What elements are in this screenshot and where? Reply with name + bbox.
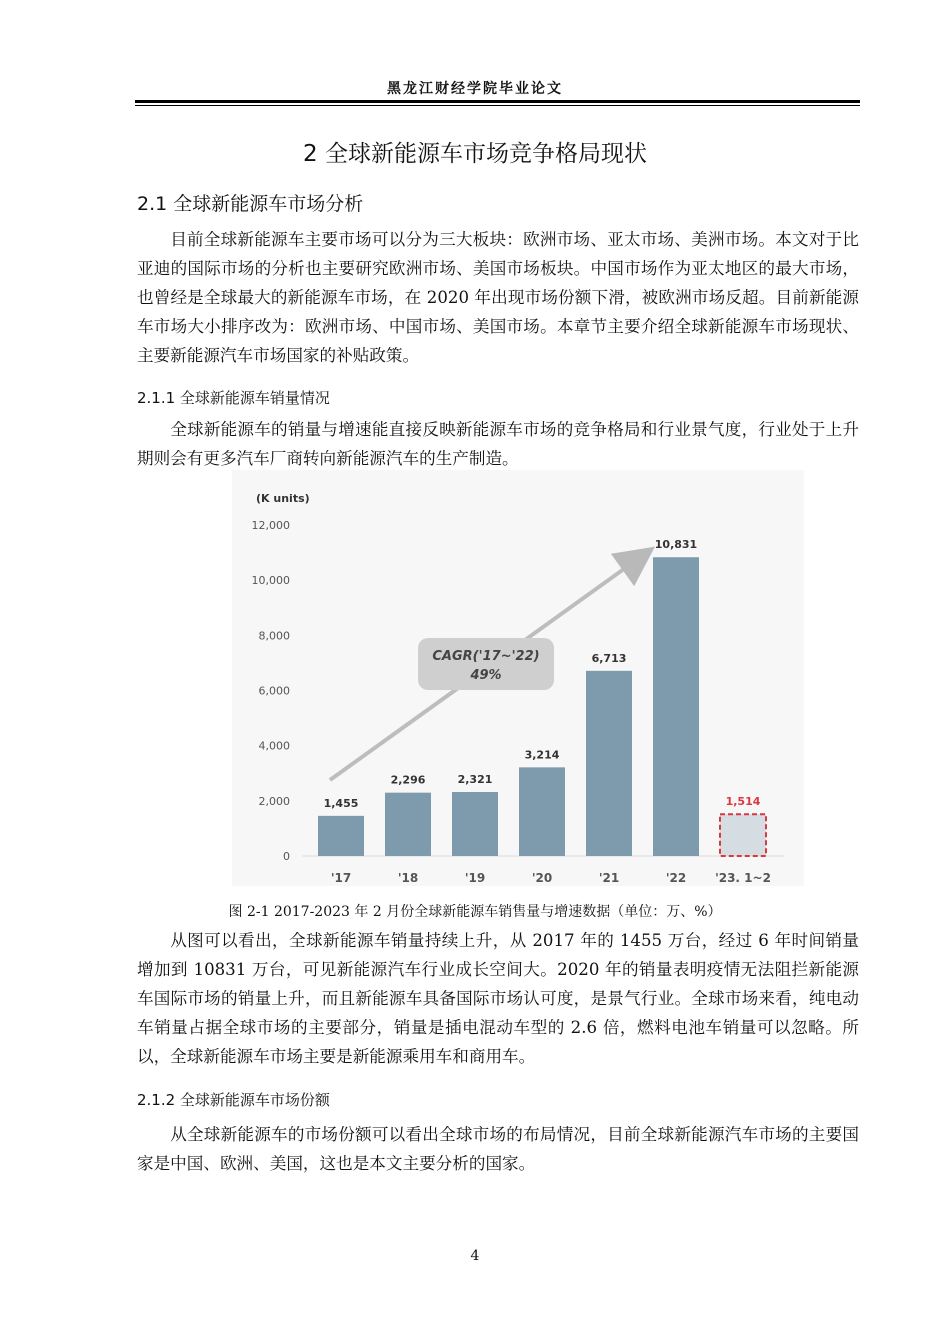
bar-value-label: 2,321: [457, 772, 493, 786]
subsection-title-2: 2.1.2 全球新能源车市场份额: [137, 1091, 330, 1109]
bar: [318, 816, 364, 856]
sales-bar-chart: [232, 470, 804, 886]
y-tick-label: 2,000: [258, 794, 290, 808]
bar-value-label: 2,296: [390, 773, 426, 787]
bar: [452, 792, 498, 856]
y-tick-label: 10,000: [251, 574, 290, 588]
paragraph-4: 从全球新能源车的市场份额可以看出全球市场的布局情况，目前全球新能源汽车市场的主要国家是中国、欧洲、美国，这也是本文主要分析的国家。: [137, 1125, 859, 1173]
cagr-value: 49%: [470, 668, 502, 683]
x-tick-label: '22: [665, 871, 687, 885]
bar: [586, 671, 632, 856]
x-tick-label: '19: [464, 871, 486, 885]
bar-value-label: 3,214: [524, 748, 560, 762]
x-tick-label: '17: [330, 871, 352, 885]
section-title: 2.1 全球新能源车市场分析: [137, 193, 364, 215]
y-tick-label: 0: [283, 850, 290, 863]
bar: [385, 793, 431, 856]
cagr-label: CAGR('17~'22): [432, 649, 540, 664]
cagr-annotation: [418, 638, 554, 690]
bar-value-label: 10,831: [654, 538, 698, 552]
header-rule-thick: [135, 100, 860, 103]
x-tick-label: '18: [397, 871, 419, 885]
y-tick-label: 8,000: [258, 629, 290, 643]
bar: [519, 767, 565, 856]
x-tick-label: '23. 1~2: [715, 871, 771, 885]
bar-highlight: [720, 814, 766, 856]
page-number: 4: [470, 1248, 480, 1264]
x-tick-label: '21: [598, 871, 620, 885]
bar: [653, 557, 699, 856]
header-rule-thin: [135, 105, 860, 106]
paragraph-1: 目前全球新能源车主要市场可以分为三大板块：欧洲市场、亚太市场、美洲市场。本文对于比亚迪的国际市场的分析也主要研究欧洲市场、美国市场板块。中国市场作为亚太地区的最大市场，也曾经是全球最大的新能源车市场，在 2020 年出现市场份额下滑，被欧洲市场反超。目前新能源车市场大小排序改为：欧洲市场、中国市场、美国市场。本章节主要介绍全球新能源车市场现状、主要新能源汽车市场国家的补贴政策。: [137, 230, 859, 365]
bar-value-label: 6,713: [591, 651, 627, 665]
paragraph-3: 从图可以看出，全球新能源车销量持续上升，从 2017 年的 1455 万台，经过 6 年时间销量增加到 10831 万台，可见新能源汽车行业成长空间大。2020 年的销量表明疫情无法阻拦新能源车国际市场的销量上升，而且新能源车具备国际市场认可度，是景气行业。全球市场来看，纯电动车销量占据全球市场的主要部分，销量是插电混动车型的 2.6 倍，燃料电池车销量可以忽略。所以，全球新能源车市场主要是新能源乘用车和商用车。: [137, 931, 859, 1066]
y-tick-label: 12,000: [251, 519, 290, 532]
x-tick-label: '20: [531, 871, 553, 885]
paragraph-2: 全球新能源车的销量与增速能直接反映新能源车市场的竞争格局和行业景气度，行业处于上升期则会有更多汽车厂商转向新能源汽车的生产制造。: [137, 420, 859, 468]
y-tick-label: 4,000: [258, 739, 290, 753]
running-header: 黑龙江财经学院毕业论文: [387, 81, 563, 97]
figure-caption: 图 2-1 2017-2023 年 2 月份全球新能源车销售量与增速数据（单位：万、%）: [228, 904, 722, 920]
sales-chart-svg: [232, 470, 804, 886]
bar-value-label: 1,455: [323, 796, 359, 810]
subsection-title-1: 2.1.1 全球新能源车销量情况: [137, 389, 330, 407]
chapter-title: 2 全球新能源车市场竞争格局现状: [303, 141, 647, 167]
bar-value-label: 1,514: [725, 795, 761, 809]
y-tick-label: 6,000: [258, 684, 290, 698]
unit-label: (K units): [256, 492, 310, 505]
